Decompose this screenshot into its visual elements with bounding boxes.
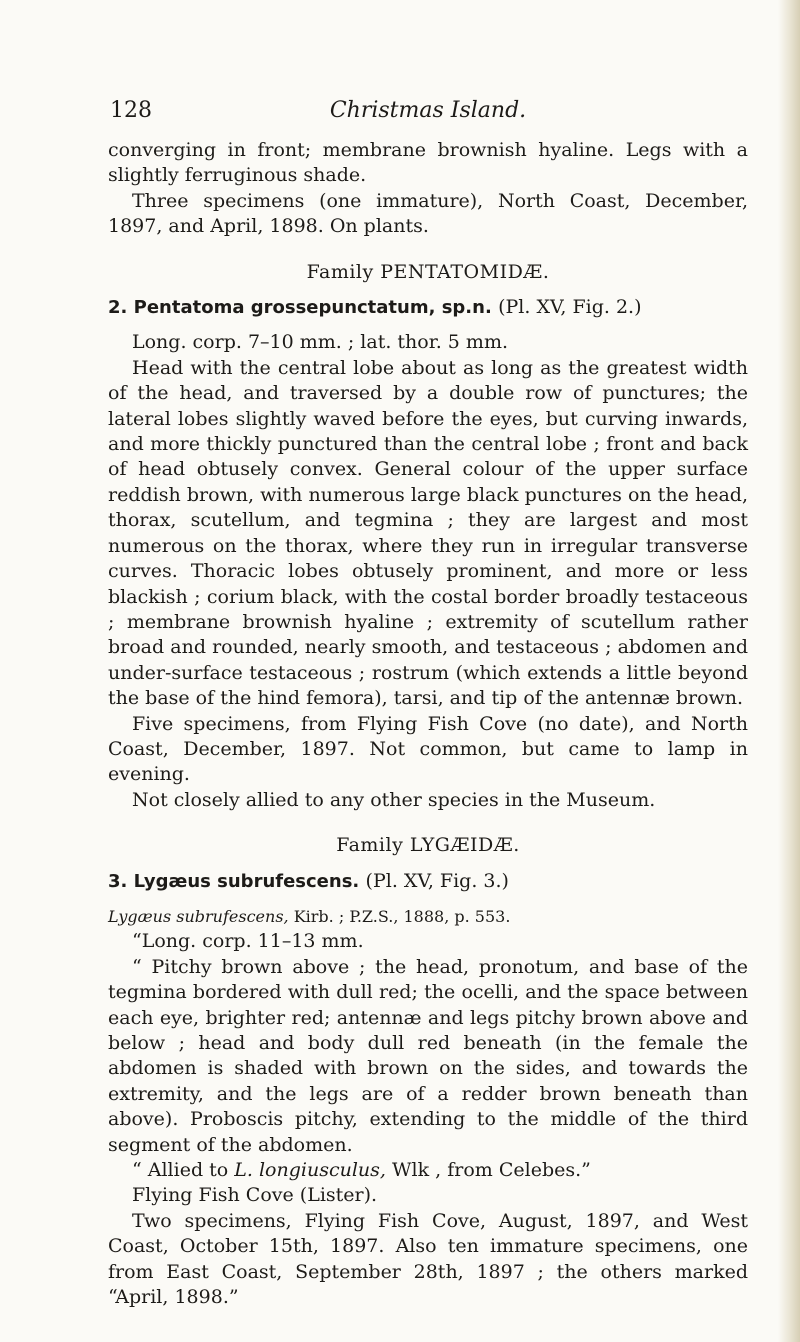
allied-prefix: “ Allied to <box>132 1159 229 1182</box>
affinity-note: Not closely allied to any other species in the Museum. <box>132 788 656 811</box>
specimens-paragraph: Five specimens, from Flying Fish Cove (no date), and North Coast, December, 1897. Not common, but came to lamp in evening. <box>108 712 748 786</box>
family-heading-lygaeidae: Family LYGÆIDÆ. <box>336 834 520 857</box>
plate-reference: (Pl. XV, Fig. 3.) <box>365 869 509 892</box>
running-title: Christmas Island. <box>329 98 527 123</box>
citation-name: Lygæus subrufescens, <box>108 906 289 926</box>
collector-note: Flying Fish Cove (Lister). <box>132 1184 378 1207</box>
bibliographic-citation <box>108 904 748 929</box>
family-heading-pentatomidae: Family PENTATOMIDÆ. <box>306 260 550 283</box>
species-name: 3. Lygæus subrufescens. <box>108 870 360 892</box>
plate-reference: (Pl. XV, Fig. 2.) <box>498 296 642 319</box>
book-page <box>108 98 748 1310</box>
intro-paragraph: converging in front; membrane brownish hyaline. Legs with a slightly ferruginous shade. <box>108 139 748 187</box>
page-edge <box>778 0 800 1342</box>
affinity-note <box>108 1158 748 1183</box>
species-description: “ Pitchy brown above ; the head, pronotum, and base of the tegmina bordered with dull red; the ocelli, and the space between each eye, brighter red; antennæ and legs pitchy brown above and below ; head and body dull red beneath (in the female the abdomen is shaded with brown on the sides, and towards the extremity, and the legs are of a redder brown beneath than above). Proboscis pitchy, extending to the middle of the third segment of the abdomen. <box>108 955 748 1156</box>
allied-species-name: L. longiusculus, <box>234 1159 386 1182</box>
species-description: Head with the central lobe about as long as the greatest width of the head, and traversed by a double row of punctures; the lateral lobes slightly waved before the eyes, but curving inwards, and more thickly punctured than the central lobe ; front and back of head obtusely convex. General colour of the upper surface reddish brown, with numerous large black punctures on the head, thorax, scutellum, and tegmina ; they are largest and most numerous on the thorax, where they run in irregular transverse curves. Thoracic lobes obtusely prominent, and more or less blackish ; corium black, with the costal border broadly testaceous ; membrane brownish hyaline ; extremity of scutellum rather broad and rounded, nearly smooth, and testaceous ; abdomen and under-surface testaceous ; rostrum (which extends a little beyond the base of the hind femora), tarsi, and tip of the antennæ brown. <box>108 356 748 710</box>
page-number: 128 <box>110 98 152 123</box>
citation-source: Kirb. ; P.Z.S., 1888, p. 553. <box>293 906 511 926</box>
measurements: “Long. corp. 11–13 mm. <box>132 930 364 953</box>
intro-specimens: Three specimens (one immature), North Coast, December, 1897, and April, 1898. On plants. <box>108 189 748 238</box>
measurements: Long. corp. 7–10 mm. ; lat. thor. 5 mm. <box>132 331 509 354</box>
allied-rest: Wlk , from Celebes.” <box>392 1159 591 1182</box>
species-heading-pentatoma <box>108 295 748 320</box>
running-head <box>108 98 748 132</box>
species-heading-lygaeus <box>108 869 748 894</box>
specimens-paragraph: Two specimens, Flying Fish Cove, August, 1897, and West Coast, October 15th, 1897. Also ten immature specimens, one from East Coast, September 28th, 1897 ; the others marked “April, 1898.” <box>108 1209 748 1309</box>
species-name: 2. Pentatoma grossepunctatum, sp.n. <box>108 297 492 319</box>
